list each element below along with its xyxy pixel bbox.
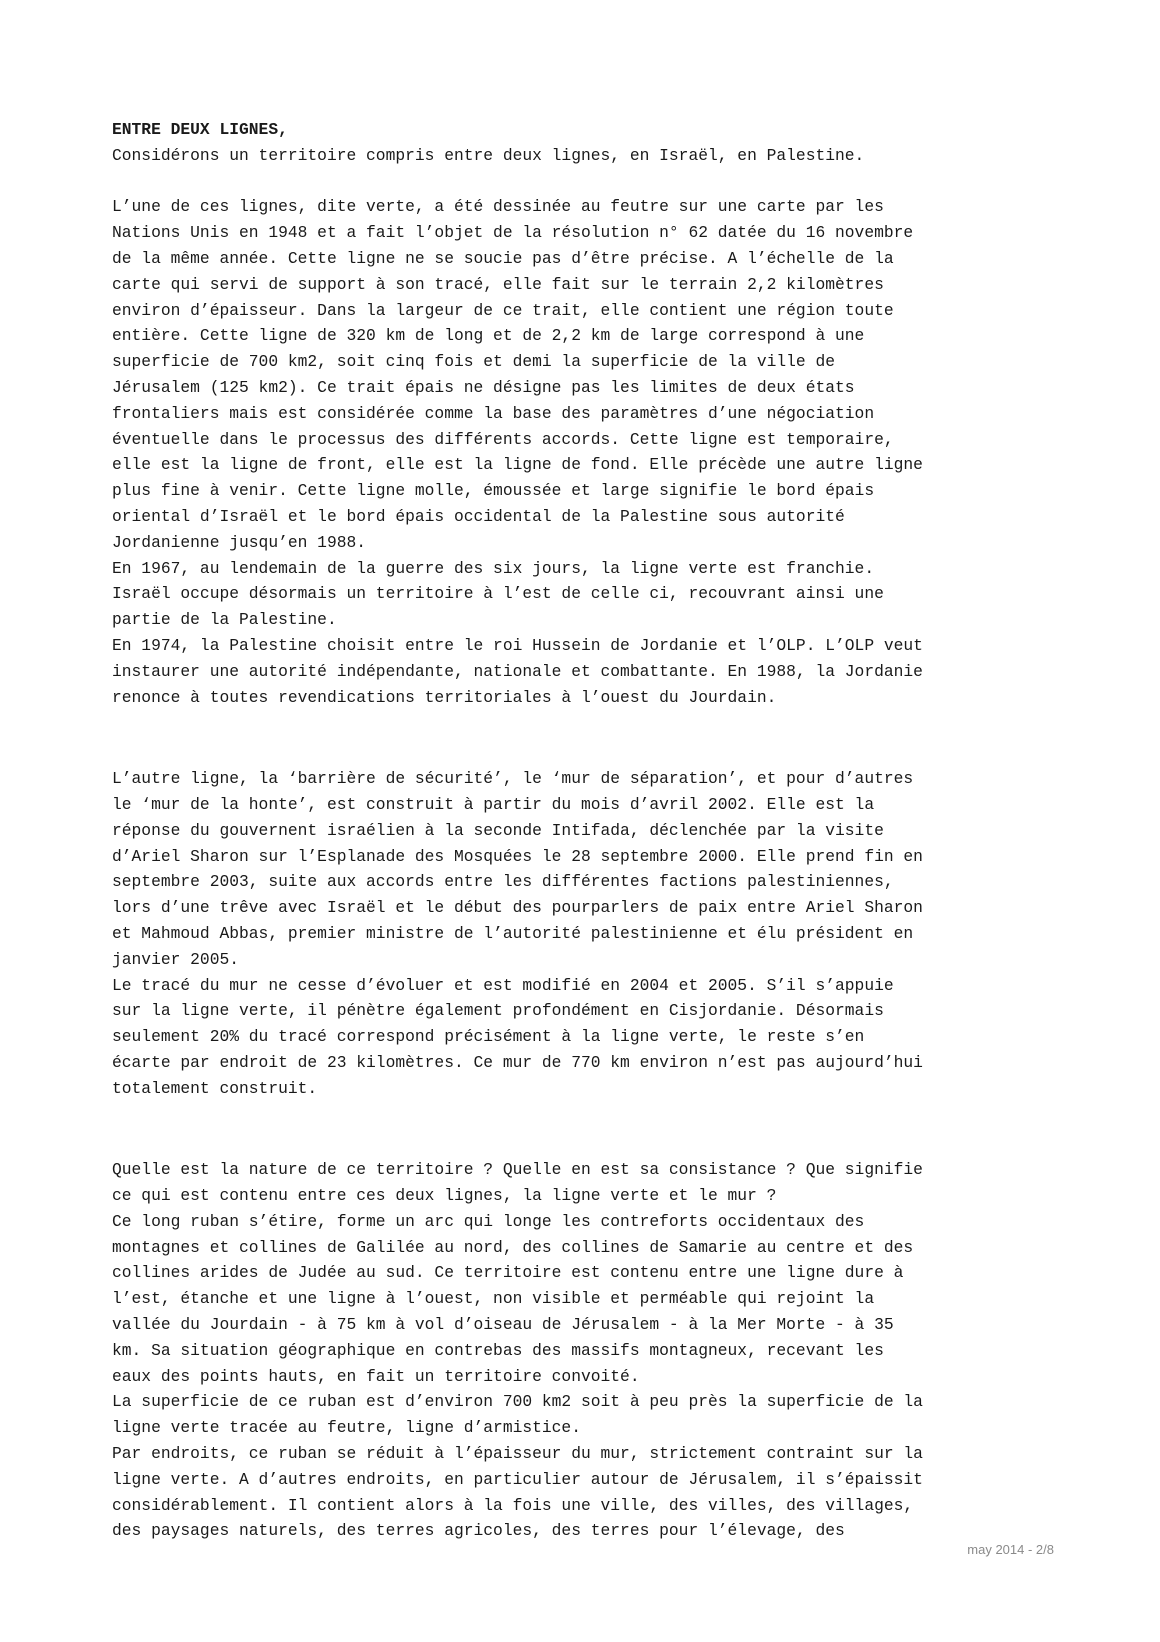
text-line: entière. Cette ligne de 320 km de long et de 2,2 km de large correspond à une — [112, 326, 865, 346]
text-line: Nations Unis en 1948 et a fait l’objet de la résolution n° 62 datée du 16 novembre — [112, 223, 914, 243]
document-body — [112, 117, 1012, 1544]
paragraph-gap — [112, 1131, 1012, 1157]
text-line: ligne verte. A d’autres endroits, en particulier autour de Jérusalem, il s’épaissit — [112, 1469, 923, 1489]
text-line: oriental d’Israël et le bord épais occidental de la Palestine sous autorité — [112, 506, 845, 526]
intro-line: Considérons un territoire compris entre deux lignes, en Israël, en Palestine. — [112, 145, 865, 165]
text-line: d’Ariel Sharon sur l’Esplanade des Mosquées le 28 septembre 2000. Elle prend fin en — [112, 846, 923, 866]
text-line: frontaliers mais est considérée comme la base des paramètres d’une négociation — [112, 403, 875, 423]
text-line: et Mahmoud Abbas, premier ministre de l’autorité palestinienne et élu président en — [112, 923, 914, 943]
text-line: L’une de ces lignes, dite verte, a été dessinée au feutre sur une carte par les — [112, 197, 884, 217]
text-line: ligne verte tracée au feutre, ligne d’armistice. — [112, 1418, 581, 1438]
document-title: ENTRE DEUX LIGNES, — [112, 120, 288, 139]
paragraph-green-line — [112, 194, 1012, 710]
text-line: septembre 2003, suite aux accords entre les différentes factions palestiniennes, — [112, 872, 894, 892]
text-line: éventuelle dans le processus des différents accords. Cette ligne est temporaire, — [112, 429, 894, 449]
text-line: janvier 2005. — [112, 949, 240, 969]
text-line: Le tracé du mur ne cesse d’évoluer et est modifié en 2004 et 2005. S’il s’appuie — [112, 975, 894, 995]
text-line: environ d’épaisseur. Dans la largeur de ce trait, elle contient une région toute — [112, 300, 894, 320]
text-line: seulement 20% du tracé correspond précisément à la ligne verte, le reste s’en — [112, 1027, 865, 1047]
text-line: le ‘mur de la honte’, est construit à partir du mois d’avril 2002. Elle est la — [112, 794, 875, 814]
text-line: collines arides de Judée au sud. Ce territoire est contenu entre une ligne dure à — [112, 1263, 904, 1283]
text-line: En 1974, la Palestine choisit entre le roi Hussein de Jordanie et l’OLP. L’OLP veut — [112, 635, 923, 655]
text-line: elle est la ligne de front, elle est la ligne de fond. Elle précède une autre ligne — [112, 455, 923, 475]
page-number-footer: may 2014 - 2/8 — [967, 1542, 1054, 1557]
paragraph-gap — [112, 740, 1012, 766]
text-line: En 1967, au lendemain de la guerre des six jours, la ligne verte est franchie. — [112, 558, 875, 578]
text-line: Par endroits, ce ruban se réduit à l’épaisseur du mur, strictement contraint sur la — [112, 1444, 923, 1464]
text-line: lors d’une trêve avec Israël et le début des pourparlers de paix entre Ariel Sharon — [112, 898, 923, 918]
text-line: carte qui servi de support à son tracé, elle fait sur le terrain 2,2 kilomètres — [112, 274, 884, 294]
text-line: plus fine à venir. Cette ligne molle, émoussée et large signifie le bord épais — [112, 481, 875, 501]
text-line: des paysages naturels, des terres agricoles, des terres pour l’élevage, des — [112, 1521, 845, 1541]
text-line: Quelle est la nature de ce territoire ? Quelle en est sa consistance ? Que signifie — [112, 1160, 923, 1180]
text-line: Israël occupe désormais un territoire à l’est de celle ci, recouvrant ainsi une — [112, 584, 884, 604]
text-line: ce qui est contenu entre ces deux lignes, la ligne verte et le mur ? — [112, 1186, 777, 1206]
text-line: considérablement. Il contient alors à la fois une ville, des villes, des villages, — [112, 1495, 914, 1515]
paragraph-gap — [112, 710, 1012, 740]
text-line: Jérusalem (125 km2). Ce trait épais ne désigne pas les limites de deux états — [112, 377, 855, 397]
paragraph-gap — [112, 169, 1012, 195]
text-line: vallée du Jourdain - à 75 km à vol d’oiseau de Jérusalem - à la Mer Morte - à 35 — [112, 1315, 894, 1335]
text-line: instaurer une autorité indépendante, nationale et combattante. En 1988, la Jordanie — [112, 661, 923, 681]
text-line: km. Sa situation géographique en contrebas des massifs montagneux, recevant les — [112, 1340, 884, 1360]
text-line: sur la ligne verte, il pénètre également profondément en Cisjordanie. Désormais — [112, 1001, 884, 1021]
text-line: de la même année. Cette ligne ne se soucie pas d’être précise. A l’échelle de la — [112, 248, 894, 268]
text-line: écarte par endroit de 23 kilomètres. Ce mur de 770 km environ n’est pas aujourd’hui — [112, 1052, 923, 1072]
text-line: eaux des points hauts, en fait un territoire convoité. — [112, 1366, 640, 1386]
paragraph-territory — [112, 1157, 1012, 1544]
paragraph-wall — [112, 766, 1012, 1101]
text-line: partie de la Palestine. — [112, 610, 337, 630]
text-line: totalement construit. — [112, 1078, 318, 1098]
text-line: Jordanienne jusqu’en 1988. — [112, 532, 367, 552]
text-line: réponse du gouvernent israélien à la seconde Intifada, déclenchée par la visite — [112, 820, 884, 840]
text-line: renonce à toutes revendications territoriales à l’ouest du Jourdain. — [112, 687, 777, 707]
text-line: L’autre ligne, la ‘barrière de sécurité’, le ‘mur de séparation’, et pour d’autres — [112, 769, 914, 789]
text-line: La superficie de ce ruban est d’environ 700 km2 soit à peu près la superficie de la — [112, 1392, 923, 1412]
text-line: l’est, étanche et une ligne à l’ouest, non visible et perméable qui rejoint la — [112, 1289, 875, 1309]
text-line: superficie de 700 km2, soit cinq fois et demi la superficie de la ville de — [112, 352, 836, 372]
text-line: montagnes et collines de Galilée au nord, des collines de Samarie au centre et des — [112, 1237, 914, 1257]
text-line: Ce long ruban s’étire, forme un arc qui longe les contreforts occidentaux des — [112, 1211, 865, 1231]
paragraph-gap — [112, 1101, 1012, 1131]
